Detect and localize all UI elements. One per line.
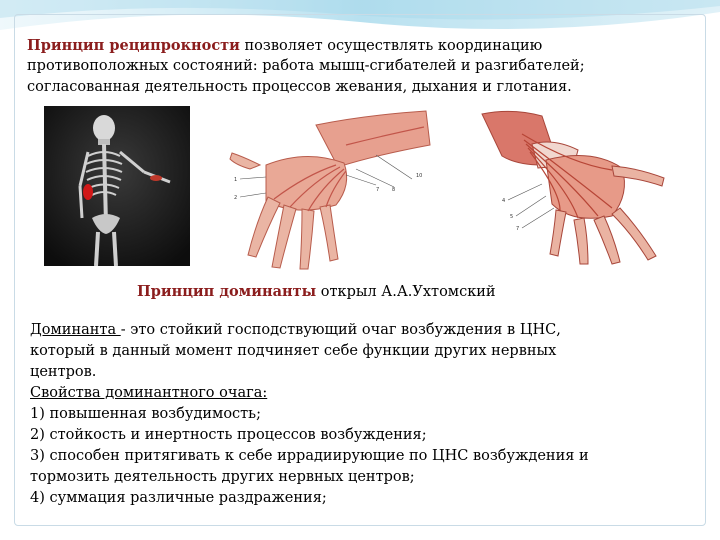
reciprocity-line-3: согласованная деятельность процессов жевания, дыхания и глотания.	[27, 79, 572, 95]
reciprocity-line-1: Принцип реципрокности позволяет осуществлять координацию	[27, 37, 543, 54]
svg-text:1: 1	[234, 177, 238, 183]
property-item: тормозить деятельность других нервных центров;	[30, 469, 415, 485]
dominant-term: Доминанта	[30, 322, 121, 338]
properties-title: Свойства доминантного очага:	[30, 385, 268, 401]
property-item: 3) способен притягивать к себе иррадиирующие по ЦНС возбуждения и	[30, 448, 589, 464]
svg-text:7: 7	[516, 226, 520, 232]
dominant-heading: Принцип доминанты	[137, 283, 317, 300]
definition-line-3: центров.	[30, 364, 97, 380]
hand-anatomy-image	[226, 105, 434, 273]
svg-text:7: 7	[376, 187, 380, 193]
dominant-principle-line: Принцип доминанты открыл А.А.Ухтомский	[137, 283, 496, 300]
property-item: 1) повышенная возбудимость;	[30, 406, 261, 422]
definition-line-2: который в данный момент подчиняет себе функции других нервных	[30, 343, 557, 359]
svg-text:10: 10	[416, 173, 423, 179]
reciprocity-line-2: противоположных состояний: работа мышц-сгибателей и разгибателей;	[27, 58, 585, 74]
svg-text:2: 2	[234, 195, 238, 201]
skeleton-image	[44, 106, 190, 266]
definition-line-1: Доминанта - это стойкий господствующий очаг возбуждения в ЦНС,	[30, 322, 561, 338]
property-item: 2) стойкость и инертность процессов возбуждения;	[30, 427, 427, 443]
svg-text:5: 5	[510, 214, 514, 220]
svg-text:4: 4	[502, 198, 506, 204]
svg-text:8: 8	[392, 187, 396, 193]
reciprocity-heading: Принцип реципрокности	[27, 37, 240, 54]
property-item: 4) суммация различные раздражения;	[30, 490, 327, 506]
hand-anatomy-image-2	[462, 104, 668, 266]
